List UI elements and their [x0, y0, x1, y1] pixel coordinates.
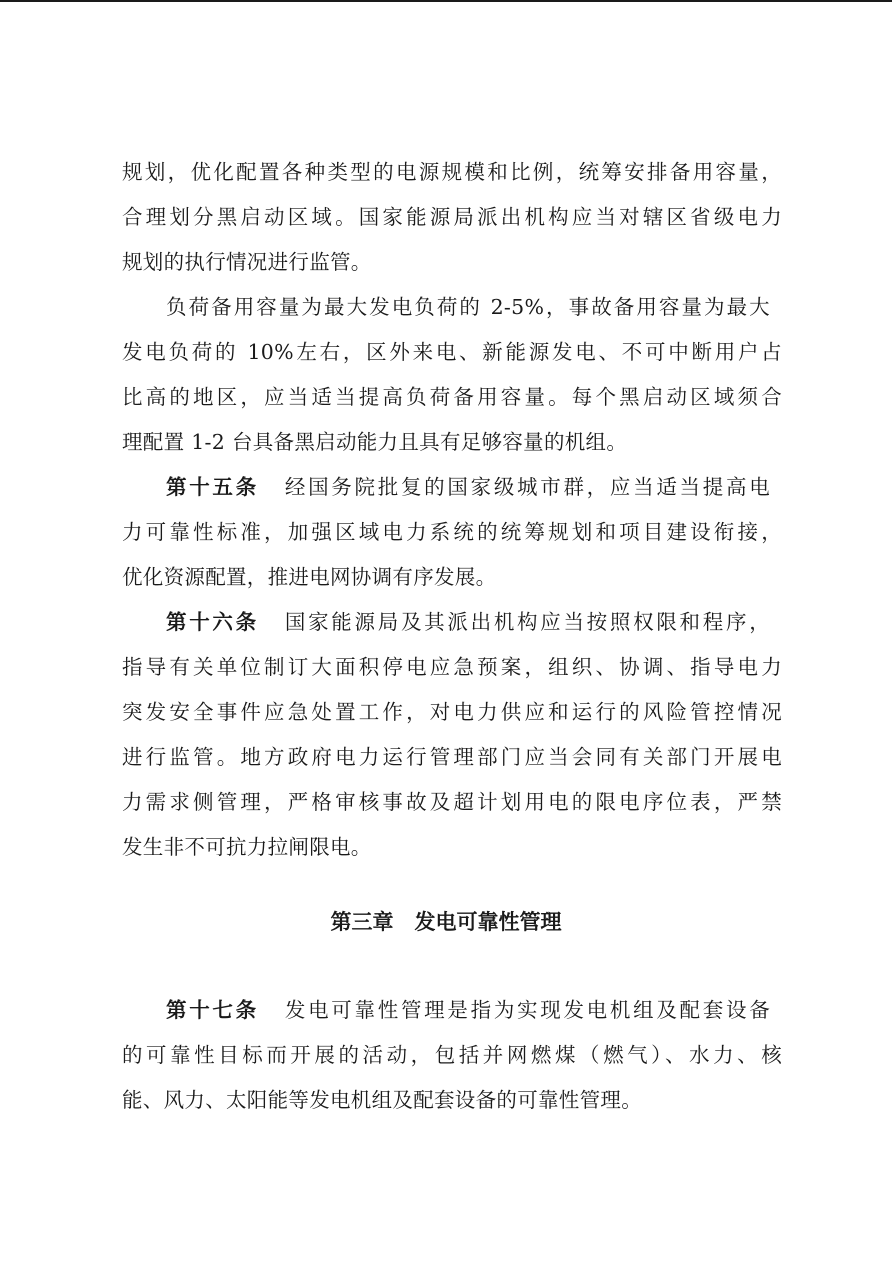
article-text: 经国务院批复的国家级城市群，应当适当提高电: [284, 475, 770, 499]
article-line: [166, 465, 770, 509]
article-line: [166, 600, 770, 644]
article-number: 第十七条: [166, 998, 259, 1022]
paragraph-line: 规划的执行情况进行监管。: [122, 250, 372, 274]
paragraph-line: 优化资源配置，推进电网协调有序发展。: [122, 565, 497, 589]
paragraph-line: 的可靠性目标而开展的活动，包括并网燃煤（燃气）、水力、核: [122, 1043, 782, 1067]
paragraph-line: 发生非不可抗力拉闸限电。: [122, 835, 372, 859]
article-text: 发电可靠性管理是指为实现发电机组及配套设备: [284, 998, 770, 1022]
paragraph-line: 比高的地区，应当适当提高负荷备用容量。每个黑启动区域须合: [122, 385, 782, 409]
paragraph-line: 负荷备用容量为最大发电负荷的 2-5%，事故备用容量为最大: [166, 295, 770, 319]
paragraph-line: 合理划分黑启动区域。国家能源局派出机构应当对辖区省级电力: [122, 205, 782, 229]
article-number: 第十六条: [166, 610, 259, 634]
article-text: 国家能源局及其派出机构应当按照权限和程序，: [284, 610, 770, 634]
chapter-heading: 第三章 发电可靠性管理: [330, 910, 562, 934]
paragraph-line: 突发安全事件应急处置工作，对电力供应和运行的风险管控情况: [122, 700, 782, 724]
paragraph-line: 进行监管。地方政府电力运行管理部门应当会同有关部门开展电: [122, 745, 782, 769]
paragraph-line: 力需求侧管理，严格审核事故及超计划用电的限电序位表，严禁: [122, 790, 782, 814]
paragraph-line: 能、风力、太阳能等发电机组及配套设备的可靠性管理。: [122, 1088, 642, 1112]
paragraph-line: 理配置 1-2 台具备黑启动能力且具有足够容量的机组。: [122, 430, 628, 454]
paragraph-line: 力可靠性标准，加强区域电力系统的统筹规划和项目建设衔接，: [122, 520, 782, 544]
article-number: 第十五条: [166, 475, 259, 499]
paragraph-line: 规划，优化配置各种类型的电源规模和比例，统筹安排备用容量，: [122, 160, 782, 184]
article-line: [166, 988, 770, 1032]
paragraph-line: 发电负荷的 10%左右，区外来电、新能源发电、不可中断用户占: [122, 340, 782, 364]
paragraph-line: 指导有关单位制订大面积停电应急预案，组织、协调、指导电力: [122, 655, 782, 679]
